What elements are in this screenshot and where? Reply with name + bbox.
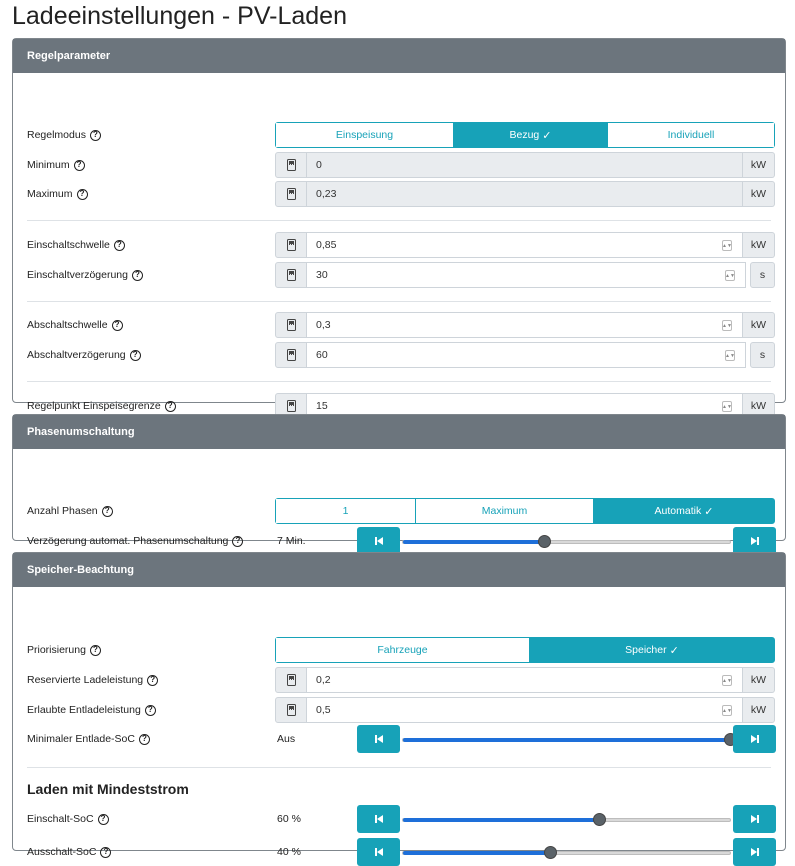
abschaltverzoegerung-label-text: Abschaltverzögerung xyxy=(27,349,126,361)
minimum-label-text: Minimum xyxy=(27,159,70,171)
phasen-option-1[interactable] xyxy=(276,499,416,523)
divider xyxy=(27,220,771,221)
priorisierung-label xyxy=(27,642,101,658)
option-label: Fahrzeuge xyxy=(377,644,428,656)
help-icon[interactable]: ? xyxy=(112,320,123,331)
verzoegerung-slider[interactable] xyxy=(402,540,731,544)
minsoc-label xyxy=(27,731,150,747)
priorisierung-option-fahrzeuge[interactable] xyxy=(276,638,530,662)
step-forward-icon xyxy=(750,814,760,824)
regelmodus-selector xyxy=(275,122,775,148)
input-value: 60 xyxy=(316,349,328,361)
spinner-icon[interactable]: ▲▼ xyxy=(725,270,735,281)
regelparameter-card xyxy=(12,38,786,412)
unit-addon: kW xyxy=(743,393,775,419)
input-value: 0,5 xyxy=(316,704,331,716)
input-value: 30 xyxy=(316,269,328,281)
slider-fill xyxy=(403,540,544,544)
calculator-icon xyxy=(287,269,296,281)
divider xyxy=(27,381,771,382)
help-icon[interactable]: ? xyxy=(77,189,88,200)
calculator-button[interactable] xyxy=(275,262,307,288)
slider-fill xyxy=(403,738,730,742)
regelmodus-option-bezug[interactable] xyxy=(454,123,608,147)
priorisierung-option-speicher[interactable] xyxy=(530,638,774,662)
abschaltschwelle-input[interactable] xyxy=(307,312,743,338)
unit-addon: kW xyxy=(743,152,775,178)
anzahl-phasen-label xyxy=(27,503,113,519)
help-icon[interactable]: ? xyxy=(232,536,243,547)
option-label: Automatik xyxy=(654,505,702,517)
reserviert-field xyxy=(275,667,775,693)
unit-addon: s xyxy=(750,262,775,288)
calculator-icon xyxy=(287,349,296,361)
calculator-icon xyxy=(287,704,296,716)
einschaltverzoegerung-field xyxy=(275,262,775,288)
calculator-icon xyxy=(287,159,296,171)
check-icon: ✓ xyxy=(669,644,679,657)
step-forward-button[interactable] xyxy=(733,527,776,555)
option-label: Einspeisung xyxy=(335,129,394,141)
minsoc-label-text: Minimaler Entlade-SoC xyxy=(27,733,135,745)
einschaltschwelle-label-text: Einschaltschwelle xyxy=(27,239,110,251)
maximum-label-text: Maximum xyxy=(27,188,73,200)
check-icon: ✓ xyxy=(542,129,552,142)
verzoegerung-value: 7 Min. xyxy=(277,535,306,547)
help-icon[interactable]: ? xyxy=(90,645,101,656)
phasen-option-maximum[interactable] xyxy=(416,499,594,523)
einschaltverzoegerung-label xyxy=(27,267,143,283)
maximum-field xyxy=(275,181,775,207)
unit-addon: s xyxy=(750,342,775,368)
entlade-label-text: Erlaubte Entladeleistung xyxy=(27,704,141,716)
step-forward-button[interactable] xyxy=(733,725,776,753)
reserviert-label xyxy=(27,672,158,688)
calculator-button[interactable] xyxy=(275,232,307,258)
spinner-icon[interactable]: ▲▼ xyxy=(722,401,732,412)
minimum-input: 0 xyxy=(307,152,743,178)
calculator-icon xyxy=(287,239,296,251)
option-label: Individuell xyxy=(667,129,715,141)
step-backward-button[interactable] xyxy=(357,725,400,753)
option-label: 1 xyxy=(342,505,349,517)
calculator-button[interactable] xyxy=(275,312,307,338)
help-icon[interactable]: ? xyxy=(147,675,158,686)
calculator-button[interactable] xyxy=(275,342,307,368)
entlade-field xyxy=(275,697,775,723)
einschalt-soc-slider[interactable] xyxy=(402,818,731,822)
input-value: 0,3 xyxy=(316,319,331,331)
reserviert-label-text: Reservierte Ladeleistung xyxy=(27,674,144,686)
help-icon[interactable]: ? xyxy=(102,506,113,517)
help-icon[interactable]: ? xyxy=(130,350,141,361)
maximum-label xyxy=(27,186,88,202)
help-icon[interactable]: ? xyxy=(100,847,111,858)
regelmodus-option-individuell[interactable] xyxy=(608,123,774,147)
option-label: Bezug xyxy=(509,129,540,141)
slider-thumb[interactable] xyxy=(544,846,557,859)
divider xyxy=(27,301,771,302)
step-backward-icon xyxy=(374,734,384,744)
calculator-icon xyxy=(287,674,296,686)
abschaltschwelle-field xyxy=(275,312,775,338)
help-icon[interactable]: ? xyxy=(145,705,156,716)
abschaltschwelle-label xyxy=(27,317,123,333)
regelpunkt-label xyxy=(27,398,176,414)
step-backward-icon xyxy=(374,847,384,857)
priorisierung-label-text: Priorisierung xyxy=(27,644,86,656)
check-icon: ✓ xyxy=(704,505,714,518)
mindeststrom-heading: Laden mit Mindeststrom xyxy=(27,781,189,797)
minsoc-value: Aus xyxy=(277,733,296,745)
help-icon[interactable]: ? xyxy=(74,160,85,171)
divider xyxy=(27,767,771,768)
unit-addon: kW xyxy=(743,232,775,258)
step-backward-button[interactable] xyxy=(357,838,400,866)
anzahl-phasen-selector xyxy=(275,498,775,524)
step-backward-icon xyxy=(374,814,384,824)
regelmodus-label xyxy=(27,127,101,143)
option-label: Maximum xyxy=(481,505,528,517)
step-forward-icon xyxy=(750,847,760,857)
step-forward-icon xyxy=(750,734,760,744)
verzoegerung-label xyxy=(27,533,243,549)
slider-fill xyxy=(403,851,550,855)
einschalt-soc-label-text: Einschalt-SoC xyxy=(27,813,94,825)
help-icon[interactable]: ? xyxy=(165,401,176,412)
option-label: Speicher xyxy=(625,644,667,656)
calculator-button[interactable] xyxy=(275,152,307,178)
verzoegerung-label-text: Verzögerung automat. Phasenumschaltung xyxy=(27,535,229,547)
help-icon[interactable]: ? xyxy=(132,270,143,281)
step-forward-button[interactable] xyxy=(733,838,776,866)
priorisierung-selector xyxy=(275,637,775,663)
minsoc-slider[interactable] xyxy=(402,738,731,742)
input-value: 0,2 xyxy=(316,674,331,686)
help-icon[interactable]: ? xyxy=(139,734,150,745)
ausschalt-soc-label-text: Ausschalt-SoC xyxy=(27,846,97,858)
ausschalt-soc-value: 40 % xyxy=(277,846,301,858)
abschaltverzoegerung-input[interactable] xyxy=(307,342,746,368)
ausschalt-soc-slider[interactable] xyxy=(402,851,731,855)
spinner-icon[interactable]: ▲▼ xyxy=(722,675,732,686)
einschaltverzoegerung-input[interactable] xyxy=(307,262,746,288)
einschalt-soc-label xyxy=(27,811,109,827)
regelpunkt-label-text: Regelpunkt Einspeisegrenze xyxy=(27,400,161,412)
einschalt-soc-value: 60 % xyxy=(277,813,301,825)
ausschalt-soc-label xyxy=(27,844,111,860)
maximum-input: 0,23 xyxy=(307,181,743,207)
calculator-button[interactable] xyxy=(275,181,307,207)
slider-thumb[interactable] xyxy=(593,813,606,826)
entlade-input[interactable] xyxy=(307,697,743,723)
einschaltschwelle-label xyxy=(27,237,125,253)
calculator-icon xyxy=(287,188,296,200)
entlade-label xyxy=(27,702,156,718)
abschaltverzoegerung-field xyxy=(275,342,775,368)
phasenumschaltung-card xyxy=(12,414,786,547)
anzahl-phasen-label-text: Anzahl Phasen xyxy=(27,505,98,517)
minimum-label xyxy=(27,157,85,173)
step-backward-button[interactable] xyxy=(357,527,400,555)
spinner-icon[interactable]: ▲▼ xyxy=(725,350,735,361)
calculator-icon xyxy=(287,319,296,331)
card-header-regelparameter: Regelparameter xyxy=(13,39,785,73)
calculator-button[interactable] xyxy=(275,667,307,693)
help-icon[interactable]: ? xyxy=(90,130,101,141)
einschaltschwelle-field xyxy=(275,232,775,258)
einschaltschwelle-input[interactable] xyxy=(307,232,743,258)
spinner-icon[interactable]: ▲▼ xyxy=(722,240,732,251)
regelmodus-option-einspeisung[interactable] xyxy=(276,123,454,147)
unit-addon: kW xyxy=(743,697,775,723)
step-forward-icon xyxy=(750,536,760,546)
speicher-card xyxy=(12,552,786,858)
calculator-button[interactable] xyxy=(275,697,307,723)
slider-thumb[interactable] xyxy=(538,535,551,548)
step-backward-button[interactable] xyxy=(357,805,400,833)
input-value: 0,85 xyxy=(316,239,337,251)
step-forward-button[interactable] xyxy=(733,805,776,833)
abschaltverzoegerung-label xyxy=(27,347,141,363)
spinner-icon[interactable]: ▲▼ xyxy=(722,320,732,331)
phasen-option-automatik[interactable] xyxy=(594,499,774,523)
card-header-phasenumschaltung: Phasenumschaltung xyxy=(13,415,785,449)
unit-addon: kW xyxy=(743,181,775,207)
slider-fill xyxy=(403,818,599,822)
abschaltschwelle-label-text: Abschaltschwelle xyxy=(27,319,108,331)
help-icon[interactable]: ? xyxy=(114,240,125,251)
regelmodus-label-text: Regelmodus xyxy=(27,129,86,141)
unit-addon: kW xyxy=(743,312,775,338)
spinner-icon[interactable]: ▲▼ xyxy=(722,705,732,716)
minimum-field xyxy=(275,152,775,178)
unit-addon: kW xyxy=(743,667,775,693)
step-backward-icon xyxy=(374,536,384,546)
calculator-icon xyxy=(287,400,296,412)
page-title: Ladeeinstellungen - PV-Laden xyxy=(12,2,347,30)
input-value: 15 xyxy=(316,400,328,412)
card-header-speicher: Speicher-Beachtung xyxy=(13,553,785,587)
einschaltverzoegerung-label-text: Einschaltverzögerung xyxy=(27,269,128,281)
help-icon[interactable]: ? xyxy=(98,814,109,825)
reserviert-input[interactable] xyxy=(307,667,743,693)
